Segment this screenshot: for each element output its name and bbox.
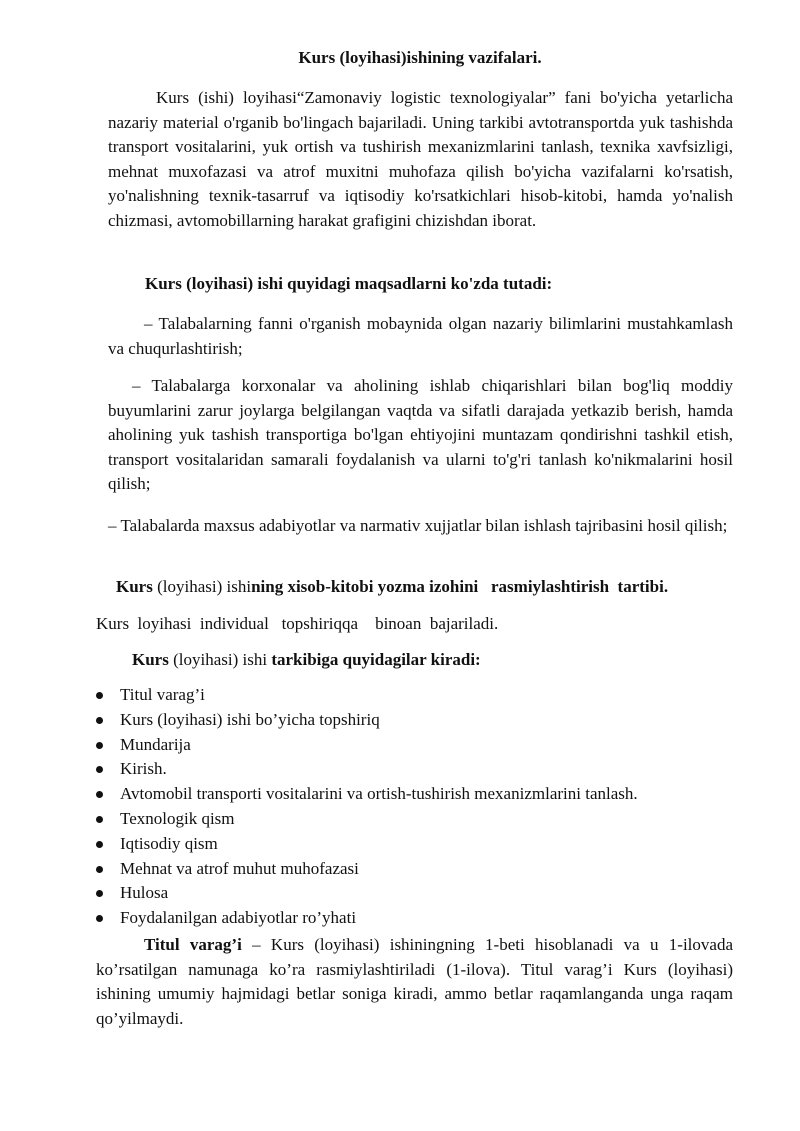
order-heading [116, 575, 668, 600]
list-item: Kurs (loyihasi) ishi bo’yicha topshiriq [120, 708, 638, 733]
bullet-icon [96, 915, 103, 922]
bullet-icon [96, 816, 103, 823]
goal-item-2: – Talabalarga korxonalar va aholining ishlab chiqarishlari bilan bog'liq moddiy buyumlarini zarur joylarga belgilangan vaqtda va sifatli darajada yetkazib berish, hamda aholining yuk tashish transportiga bo'lgan ehtiyojini muntazam qondirishni tashkil etish, transport vositalaridan samarali foydalanish va ularni to'g'ri tanlash ko'nikmalarini hosil qilish; [108, 376, 733, 493]
final-paragraph-lead: Titul varag’i [144, 935, 242, 954]
final-paragraph-text: – Kurs (loyihasi) ishiningning 1-beti hisoblanadi va u 1-ilovada ko’rsatilgan namunaga ko’ra rasmiylashtiriladi (1-ilova). Titul varag’i Kurs (loyihasi) ishining umumiy hajmidagi betlar soniga kiradi, ammo betlar raqamlanganda unga raqam qo’yilmaydi. [96, 935, 733, 1028]
bullet-icon [96, 717, 103, 724]
bullet-icon [96, 742, 103, 749]
final-paragraph [96, 933, 733, 1031]
list-item: Iqtisodiy qism [120, 832, 638, 857]
individual-note: Kurs loyihasi individual topshiriqqa binoan bajariladi. [96, 614, 499, 633]
bullet-icon [96, 866, 103, 873]
bullet-icon [96, 791, 103, 798]
list-item: Kirish. [120, 757, 638, 782]
goal-item-3: – Talabalarda maxsus adabiyotlar va narmativ xujjatlar bilan ishlash tajribasini hosil qilish; [108, 516, 728, 535]
contents-list [120, 683, 638, 931]
contents-heading-part2: (loyihasi) ishi [168, 650, 272, 669]
contents-heading-part3: tarkibiga quyidagilar kiradi: [271, 650, 481, 669]
list-item: Foydalanilgan adabiyotlar ro’yhati [120, 906, 638, 931]
intro-paragraph: Kurs (ishi) loyihasi“Zamonaviy logistic texnologiyalar” fani bo'yicha yetarlicha nazariy material o'rganib bo'lingach bajariladi. Uning tarkibi avtotransportda yuk tashishda transport vositalarini, yuk ortish va tushirish mexanizmlarini tanlash, texnika xavfsizligi, mehnat muxofazasi va atrof muxitni muhofaza qilish bo'yicha vazifalarni ko'rsatish, yo'nalishning texnik-tasarruf va iqtisodiy ko'rsatkichlari hisob-kitobi, hamda yo'nalish chizmasi, avtomobillarning harakat grafigini chizishdan iborat. [108, 88, 733, 230]
bullet-icon [96, 766, 103, 773]
list-item: Hulosa [120, 881, 638, 906]
bullet-icon [96, 841, 103, 848]
contents-heading [132, 648, 481, 673]
order-heading-part2: (loyihasi) ishi [152, 577, 252, 596]
goals-heading: Kurs (loyihasi) ishi quyidagi maqsadlarni ko'zda tutadi: [145, 274, 553, 293]
list-item: Titul varag’i [120, 683, 638, 708]
list-item: Texnologik qism [120, 807, 638, 832]
list-item: Mehnat va atrof muhut muhofazasi [120, 857, 638, 882]
bullet-icon [96, 890, 103, 897]
contents-heading-part1: Kurs [132, 650, 169, 669]
order-heading-part3: ning xisob-kitobi yozma izohini rasmiylashtirish tartibi. [251, 577, 669, 596]
order-heading-part1: Kurs [116, 577, 153, 596]
list-item: Avtomobil transporti vositalarini va ortish-tushirish mexanizmlarini tanlash. [120, 782, 638, 807]
goal-item-1: – Talabalarning fanni o'rganish mobaynida olgan nazariy bilimlarini mustahkamlash va chuqurlashtirish; [108, 314, 733, 358]
page-title: Kurs (loyihasi)ishining vazifalari. [298, 48, 542, 67]
list-item: Mundarija [120, 733, 638, 758]
bullet-icon [96, 692, 103, 699]
